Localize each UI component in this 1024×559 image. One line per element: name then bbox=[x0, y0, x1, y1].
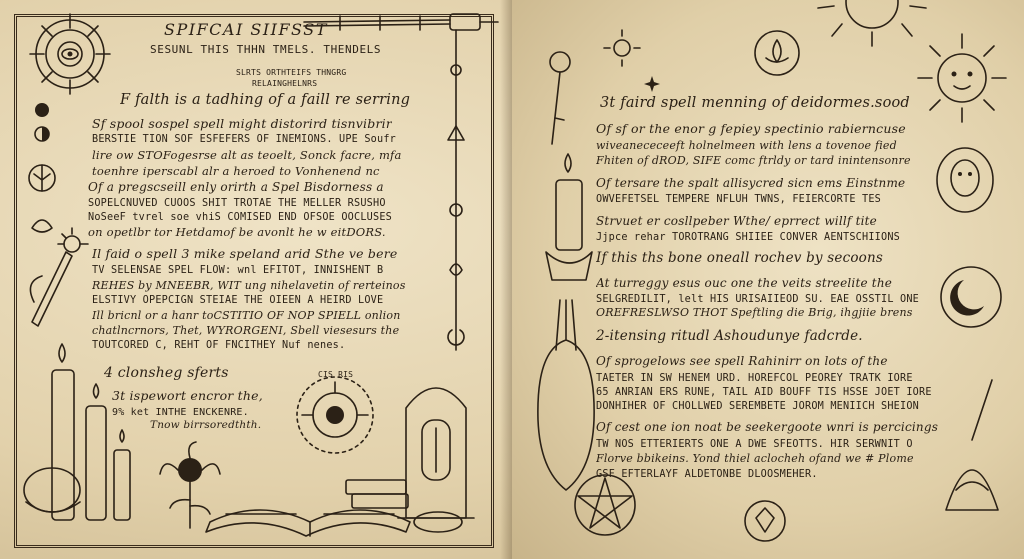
small-note: RELAINGHELNRS bbox=[252, 79, 318, 88]
sun-dial-icon bbox=[18, 10, 128, 100]
pentacle-icon bbox=[29, 165, 55, 191]
key-icon bbox=[540, 48, 580, 148]
text-line: Of sf or the enor g fepiey spectinio rabierncuse bbox=[596, 121, 906, 136]
text-line: TAETER IN SW HENEM URD. HOREFCOL PEOREY TRATK IORE bbox=[596, 373, 913, 384]
page-title: SPIFCAI SIIFSST bbox=[164, 20, 328, 39]
small-sun-icon bbox=[602, 28, 642, 68]
text-line: lire ow STOFogesrse alt as teoelt, Sonck facre, mfa bbox=[92, 148, 402, 162]
star-icon bbox=[644, 76, 660, 92]
text-line: DONHIHER OF CHOLLWED SEREMBETE JOROM MENIICH SHEION bbox=[596, 401, 920, 412]
text-line: 3t ispewort encror the, bbox=[112, 388, 263, 403]
lotus-icon bbox=[752, 28, 802, 78]
text-line: Strvuet er cosllpeber Wthe/ eprrect willf tite bbox=[596, 214, 877, 228]
text-line: Sf spool sospel spell might distorird tisnvibrir bbox=[92, 116, 392, 131]
text-line: REHES by MNEEBR, WIT ung nihelavetin of rerteinos bbox=[92, 279, 406, 292]
hourglass-icon bbox=[942, 380, 1002, 520]
text-line: TW NOS ETTERIERTS ONE A DWE SFEOTTS. HIR SERWNIT O bbox=[596, 439, 913, 450]
moon-icon bbox=[936, 262, 1006, 332]
text-line: 65 ANRIAN ERS RUNE, TAIL AID BOUFF TIS HSSE JOET IORE bbox=[596, 387, 932, 398]
text-line: BERSTIE TION SOF ESFEFERS OF INEMIONS. UPE Soufr bbox=[92, 134, 397, 145]
jewel-icon bbox=[740, 496, 790, 546]
page-subtitle: SESUNL THIS THHN TMELS. THENDELS bbox=[150, 43, 382, 56]
text-line: OWVEFETSEL TEMPERE NFLUH TWNS, FEIERCORTE TES bbox=[596, 194, 882, 205]
text-line: At turreggy esus ouc one the veits streelite the bbox=[596, 276, 893, 290]
section-heading: F falth is a tadhing of a faill re serring bbox=[120, 92, 411, 108]
right-page bbox=[512, 0, 1024, 559]
book-icon bbox=[206, 470, 466, 540]
sun-face-icon bbox=[912, 28, 1012, 128]
text-line: TOUTCORED C, REHT OF FNCITHEY Nuf nenes. bbox=[92, 340, 346, 351]
text-line: Of sprogelows see spell Rahinirr on lots of the bbox=[596, 354, 888, 368]
text-line: Jjpce rehar TOROTRANG SHIIEE CONVER AENTSCHIIONS bbox=[596, 232, 901, 243]
text-line: Il faid o spell 3 mike speland arid Sthe ve bere bbox=[92, 246, 398, 261]
text-line: SELGREDILIT, lelt HIS URISAIIEOD SU. EAE OSSTIL ONE bbox=[596, 294, 920, 305]
hanging-charms-icon bbox=[436, 30, 476, 360]
text-line: toenhre iperscabl alr a heroed to Vonhenend nc bbox=[92, 164, 380, 178]
text-line: OREFRESLWSO THOT Speftling die Brig, ihgjiie brens bbox=[596, 306, 913, 319]
text-line: Of cest one ion noat be seekergoote wnri is percicings bbox=[596, 420, 939, 434]
crystal-wand-icon bbox=[22, 226, 92, 336]
text-line: Tnow birrsoredthth. bbox=[150, 419, 262, 431]
text-line: wiveanececeeft holnelmeen with lens a tovenoe fied bbox=[596, 139, 897, 152]
text-line: TV SELENSAE SPEL FLOW: wnl EFITOT, INNISHENT B bbox=[92, 265, 384, 276]
text-line: Of tersare the spalt allisycred sicn ems Einstnme bbox=[596, 176, 906, 190]
section-heading: 3t faird spell menning of deidormes.sood bbox=[600, 95, 910, 111]
section-heading: 2-itensing ritudl Ashoudunye fadcrde. bbox=[596, 328, 863, 344]
seal-dial-icon bbox=[290, 370, 380, 460]
section-heading: If this ths bone oneall rochev by secoons bbox=[596, 250, 884, 266]
text-line: Florve bbikeins. Yond thiel aclocheh ofand we # Plome bbox=[596, 452, 914, 465]
text-line: GSF EFTERLAYF ALDETONBE DLOOSMEHER. bbox=[596, 469, 818, 480]
text-line: Ill bricnl or a hanr toCSTITIO OF NOP SPIELL onlion bbox=[92, 309, 401, 322]
candle-icon bbox=[22, 330, 142, 535]
small-note: SLRTS ORTHTEIFS THNGRG bbox=[236, 68, 347, 77]
candle-icon bbox=[540, 150, 600, 290]
section-heading: 4 clonsheg sferts bbox=[104, 365, 229, 381]
text-line: Fhiten of dROD, SIFE comc ftrldy or tard inintensonre bbox=[596, 154, 911, 167]
text-line: NoSeeF tvrel soe vhiS COMISED END OFSOE OOCLUSES bbox=[88, 212, 393, 223]
text-line: chatlncrnors, Thet, WYRORGENI, Sbell viesesurs the bbox=[92, 324, 400, 337]
dial-label: CIS RIS bbox=[318, 370, 354, 379]
text-line: 9% ket INTHE ENCKENRE. bbox=[112, 407, 249, 418]
text-line: Of a pregscseill enly orirth a Spel Bisdorness a bbox=[88, 180, 384, 194]
text-line: on opetlbr tor Hetdamof be avonlt he w eitDORS. bbox=[88, 225, 386, 239]
text-line: ELSTIVY OPEPCIGN STEIAE THE OIEEN A HEIRD LOVE bbox=[92, 295, 384, 306]
pot-icon bbox=[930, 138, 1000, 218]
moon-phases-icon bbox=[20, 100, 70, 240]
text-line: SOPELCNUVED CUOOS SHIT TROTAE THE MELLER RSUSHO bbox=[88, 198, 386, 209]
